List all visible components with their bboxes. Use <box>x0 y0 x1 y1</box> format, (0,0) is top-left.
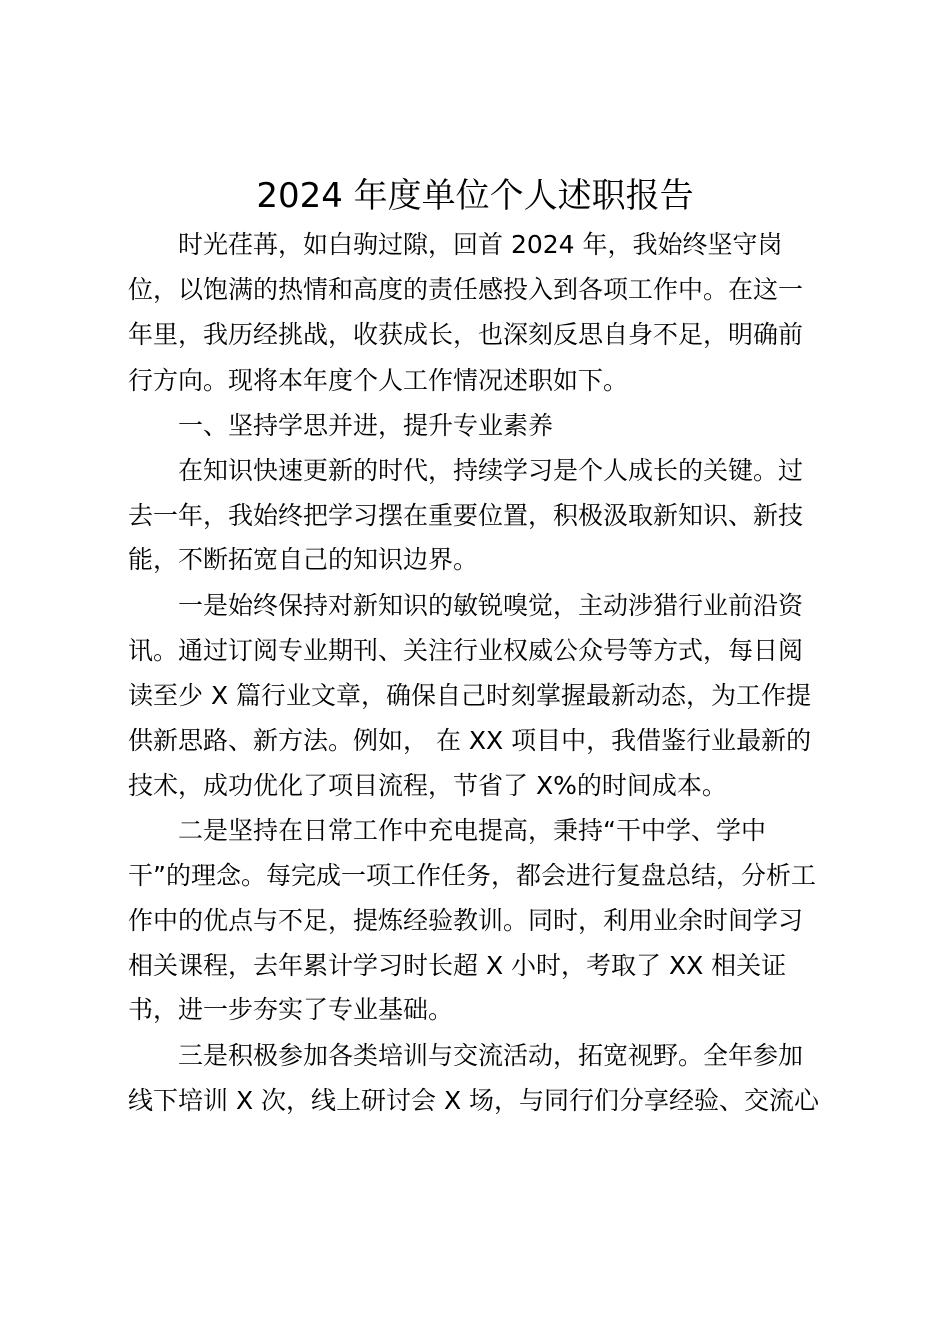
paragraph-line: 三是积极参加各类培训与交流活动，拓宽视野。全年参加 <box>178 1041 804 1070</box>
paragraph-line: 供新思路、新方法。例如， 在 XX 项目中，我借鉴行业最新的 <box>128 726 812 755</box>
paragraph-line: 相关课程，去年累计学习时长超 X 小时，考取了 XX 相关证 <box>128 951 787 980</box>
paragraph-line: 位，以饱满的热情和高度的责任感投入到各项工作中。在这一 <box>128 275 804 304</box>
paragraph-line: 时光荏苒，如白驹过隙，回首 2024 年，我始终坚守岗 <box>178 230 783 259</box>
paragraph-line: 能，不断拓宽自己的知识边界。 <box>128 545 479 574</box>
paragraph-line: 读至少 X 篇行业文章，确保自己时刻掌握最新动态，为工作提 <box>128 681 812 710</box>
paragraph-line: 技术，成功优化了项目流程，节省了 X%的时间成本。 <box>128 771 727 800</box>
paragraph-line: 书，进一步夯实了专业基础。 <box>128 995 454 1024</box>
paragraph-line: 一是始终保持对新知识的敏锐嗅觉，主动涉猎行业前沿资 <box>178 591 804 620</box>
section-heading: 一、坚持学思并进，提升专业素养 <box>178 411 554 440</box>
document-title: 2024 年度单位个人述职报告 <box>256 176 694 216</box>
paragraph-line: 作中的优点与不足，提炼经验教训。同时，利用业余时间学习 <box>128 906 804 935</box>
paragraph-line: 去一年，我始终把学习摆在重要位置，积极汲取新知识、新技 <box>128 501 804 530</box>
paragraph-line: 二是坚持在日常工作中充电提高，秉持“干中学、学中 <box>178 816 766 845</box>
paragraph-line: 线下培训 X 次，线上研讨会 X 场，与同行们分享经验、交流心 <box>128 1086 820 1115</box>
paragraph-line: 干”的理念。每完成一项工作任务，都会进行复盘总结，分析工 <box>128 861 816 890</box>
paragraph-line: 年里，我历经挑战，收获成长，也深刻反思自身不足，明确前 <box>128 320 804 349</box>
paragraph-line: 在知识快速更新的时代，持续学习是个人成长的关键。过 <box>178 456 804 485</box>
paragraph-line: 行方向。现将本年度个人工作情况述职如下。 <box>128 366 629 395</box>
paragraph-line: 讯。通过订阅专业期刊、关注行业权威公众号等方式，每日阅 <box>128 636 804 665</box>
